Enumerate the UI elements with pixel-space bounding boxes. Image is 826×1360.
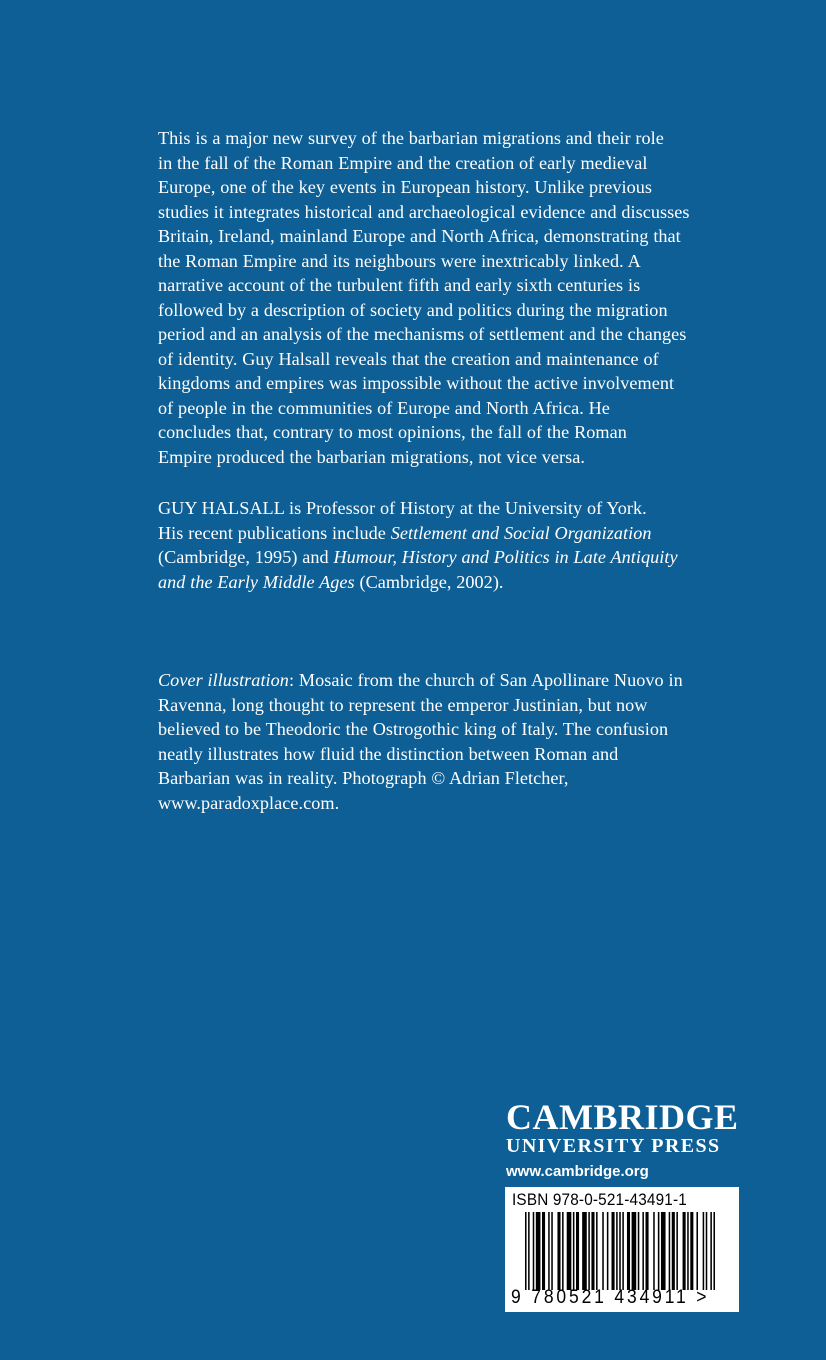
author-bio-text: (Cambridge, 2002).: [354, 571, 504, 592]
publication-title: Settlement and Social Organization: [390, 522, 652, 543]
cover-credit-line: www.paradoxplace.com.: [158, 792, 340, 813]
isbn-barcode: [505, 1187, 739, 1312]
cover-credit-line: believed to be Theodoric the Ostrogothic king of Italy. The confusion: [158, 719, 669, 739]
description-line: concludes that, contrary to most opinions, the fall of the Roman: [158, 422, 627, 442]
barcode-bars: [525, 1212, 715, 1290]
publication-title: Humour, History and Politics in Late Antiquity: [333, 547, 678, 567]
cover-credit-line: neatly illustrates how fluid the distinction between Roman and: [158, 743, 619, 764]
isbn-label: ISBN 978-0-521-43491-1: [512, 1190, 687, 1209]
publisher-name: CAMBRIDGE: [506, 1097, 739, 1137]
description-line: narrative account of the turbulent fifth and early sixth centuries is: [158, 275, 641, 295]
author-bio-text: (Cambridge, 1995) and: [158, 547, 334, 567]
author-bio-line: [158, 570, 748, 595]
description-line: This is a major new survey of the barbarian migrations and their role: [158, 128, 664, 148]
publisher-logo: [506, 1098, 746, 1181]
description-line: of identity. Guy Halsall reveals that the creation and maintenance of: [158, 348, 659, 369]
description-line: kingdoms and empires was impossible without the active involvement: [158, 373, 675, 393]
publication-title: and the Early Middle Ages: [158, 571, 355, 592]
publisher-url: www.cambridge.org: [506, 1163, 649, 1180]
publisher-subname: UNIVERSITY PRESS: [506, 1135, 721, 1157]
book-description: [158, 126, 748, 469]
cover-credit-line: Barbarian was in reality. Photograph © Adrian Fletcher,: [158, 768, 569, 788]
cover-credit-text: : Mosaic from the church of San Apollinare Nuovo in: [288, 670, 683, 690]
cover-credit-line: [158, 668, 748, 693]
description-line: Empire produced the barbarian migrations, not vice versa.: [158, 446, 585, 467]
author-bio: [158, 496, 748, 594]
cover-illustration-credit: [158, 668, 748, 815]
description-line: Europe, one of the key events in European history. Unlike previous: [158, 177, 653, 197]
description-line: Britain, Ireland, mainland Europe and North Africa, demonstrating that: [158, 226, 681, 246]
barcode-digits: 9 780521 434911 >: [511, 1287, 710, 1308]
description-line: of people in the communities of Europe and North Africa. He: [158, 397, 610, 418]
cover-credit-line: Ravenna, long thought to represent the emperor Justinian, but now: [158, 694, 648, 715]
description-line: followed by a description of society and politics during the migration: [158, 299, 668, 320]
cover-illustration-label: Cover illustration: [158, 670, 289, 690]
author-bio-line: [158, 545, 748, 570]
author-bio-line: [158, 521, 748, 546]
description-line: the Roman Empire and its neighbours were inextricably linked. A: [158, 250, 641, 271]
author-bio-text: His recent publications include: [158, 522, 391, 543]
description-line: in the fall of the Roman Empire and the creation of early medieval: [158, 152, 648, 173]
description-line: studies it integrates historical and archaeological evidence and discusses: [158, 201, 690, 222]
description-line: period and an analysis of the mechanisms of settlement and the changes: [158, 324, 687, 344]
author-bio-line: GUY HALSALL is Professor of History at the University of York.: [158, 498, 647, 518]
